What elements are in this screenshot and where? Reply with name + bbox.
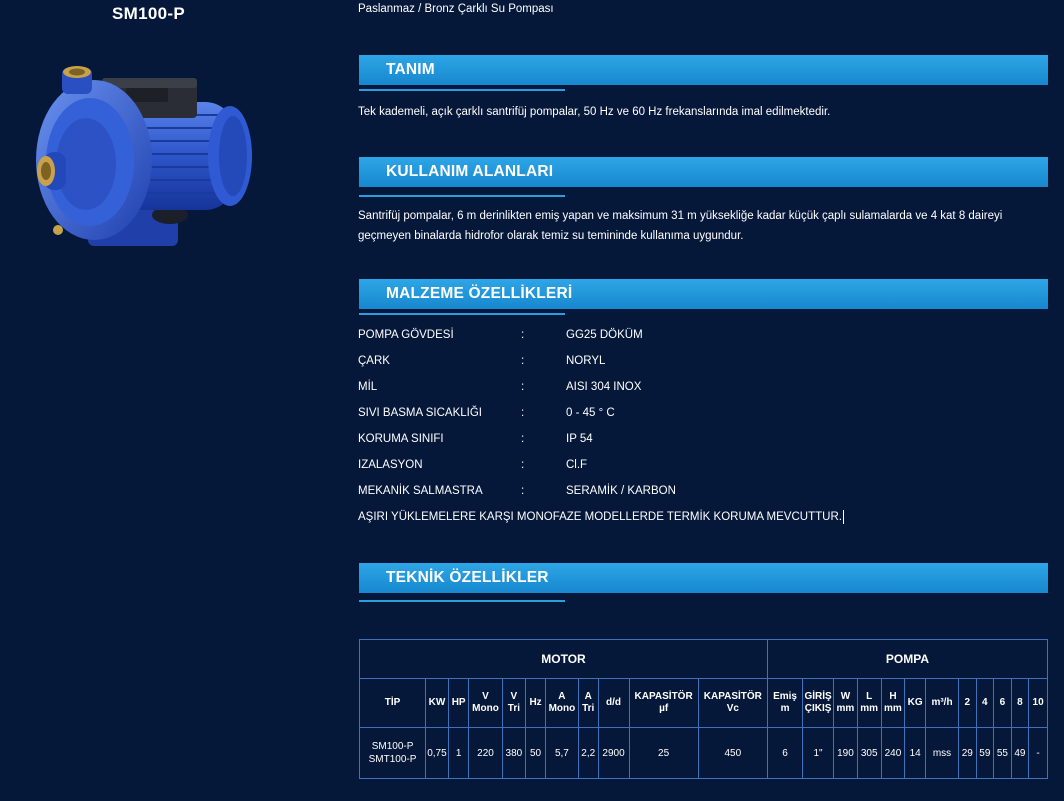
header-kw: KW bbox=[426, 679, 449, 728]
header-line: mm bbox=[860, 703, 879, 714]
cell-kapasitor-vc: 450 bbox=[698, 728, 767, 779]
section-header-teknik: TEKNİK ÖZELLİKLER bbox=[359, 563, 1048, 593]
header-line: Mono bbox=[548, 703, 576, 714]
header-q4: 4 bbox=[976, 679, 994, 728]
spec-value: IP 54 bbox=[566, 433, 593, 445]
tanim-text: Tek kademeli, açık çarklı santrifüj pompalar, 50 Hz ve 60 Hz frekanslarında imal edilmektedir. bbox=[358, 106, 831, 118]
header-tip: TİP bbox=[360, 679, 426, 728]
spec-value: SERAMİK / KARBON bbox=[566, 485, 676, 497]
cell-v-mono: 220 bbox=[469, 728, 502, 779]
spec-value: AISI 304 INOX bbox=[566, 381, 642, 393]
note-text: AŞIRI YÜKLEMELERE KARŞI MONOFAZE MODELLERDE TERMİK KORUMA MEVCUTTUR. bbox=[358, 511, 842, 523]
spec-key: POMPA GÖVDESİ bbox=[358, 329, 454, 341]
cell-kapasitor-uf: 25 bbox=[629, 728, 698, 779]
header-line: Emiş bbox=[773, 691, 797, 702]
cell-a-tri: 2,2 bbox=[578, 728, 598, 779]
section-header-tanim: TANIM bbox=[359, 55, 1048, 85]
header-q10: 10 bbox=[1029, 679, 1048, 728]
technical-specs-table bbox=[359, 639, 1048, 779]
header-hp: HP bbox=[448, 679, 469, 728]
header-line: V bbox=[482, 691, 489, 702]
cell-q10: - bbox=[1029, 728, 1048, 779]
spec-key: MİL bbox=[358, 381, 378, 393]
header-h bbox=[881, 679, 905, 728]
header-line: KAPASİTÖR bbox=[703, 691, 762, 702]
spec-key: KORUMA SINIFI bbox=[358, 433, 444, 445]
section-header-malzeme: MALZEME ÖZELLİKLERİ bbox=[359, 279, 1048, 309]
spec-value: NORYL bbox=[566, 355, 606, 367]
section-underline bbox=[359, 600, 565, 602]
header-line: Mono bbox=[472, 703, 499, 714]
spec-key: ÇARK bbox=[358, 355, 390, 367]
header-m3h: m³/h bbox=[925, 679, 958, 728]
header-w bbox=[834, 679, 858, 728]
cell-line: SM100-P bbox=[371, 741, 414, 752]
spec-separator: : bbox=[521, 459, 525, 471]
header-line: H bbox=[889, 691, 897, 702]
header-line: mm bbox=[884, 703, 902, 714]
header-q8: 8 bbox=[1011, 679, 1029, 728]
text-cursor bbox=[843, 510, 844, 524]
group-pompa: POMPA bbox=[767, 640, 1047, 679]
product-subtitle: Paslanmaz / Bronz Çarklı Su Pompası bbox=[358, 3, 554, 15]
header-v-mono bbox=[469, 679, 502, 728]
spec-separator: : bbox=[521, 329, 525, 341]
header-dd: d/d bbox=[598, 679, 629, 728]
spec-value: Cl.F bbox=[566, 459, 588, 471]
cell-hp: 1 bbox=[448, 728, 469, 779]
spec-separator: : bbox=[521, 407, 525, 419]
spec-value: 0 - 45 ° C bbox=[566, 407, 615, 419]
cell-hz: 50 bbox=[526, 728, 546, 779]
header-l bbox=[857, 679, 881, 728]
header-q2: 2 bbox=[959, 679, 977, 728]
cell-kg: 14 bbox=[905, 728, 926, 779]
product-title: SM100-P bbox=[112, 4, 185, 23]
header-line: Tri bbox=[582, 703, 595, 714]
section-underline bbox=[359, 89, 565, 91]
spec-separator: : bbox=[521, 381, 525, 393]
cell-a-mono: 5,7 bbox=[545, 728, 578, 779]
header-line: mm bbox=[836, 703, 855, 714]
header-kapasitor-uf bbox=[629, 679, 698, 728]
header-line: Vc bbox=[726, 703, 739, 714]
header-emis bbox=[767, 679, 802, 728]
header-line: Tri bbox=[507, 703, 520, 714]
section-underline bbox=[359, 313, 565, 315]
cell-q2: 29 bbox=[959, 728, 977, 779]
header-kg: KG bbox=[905, 679, 926, 728]
header-line: W bbox=[840, 691, 851, 702]
header-a-mono bbox=[545, 679, 578, 728]
header-line: A bbox=[584, 691, 592, 702]
cell-v-tri: 380 bbox=[502, 728, 526, 779]
kullanim-text: Santrifüj pompalar, 6 m derinlikten emiş yapan ve maksimum 31 m yüksekliğe kadar küçük çaplı sulamalarda ve 4 kat 8 daireyi geçmeyen binalarda hidrofor olarak temiz su temininde kullanıma uygundur. bbox=[358, 210, 1003, 242]
spec-value: GG25 DÖKÜM bbox=[566, 329, 643, 341]
header-line: A bbox=[558, 691, 566, 702]
header-a-tri bbox=[578, 679, 598, 728]
section-underline bbox=[359, 195, 565, 197]
header-line: µf bbox=[659, 703, 669, 714]
header-line: ÇIKIŞ bbox=[804, 703, 832, 714]
table-row bbox=[360, 728, 1048, 779]
header-line: m bbox=[780, 703, 790, 714]
cell-q6: 55 bbox=[994, 728, 1012, 779]
spec-separator: : bbox=[521, 433, 525, 445]
spec-separator: : bbox=[521, 485, 525, 497]
spec-key: MEKANİK SALMASTRA bbox=[358, 485, 483, 497]
header-line: GİRİŞ bbox=[804, 691, 832, 702]
cell-giris-cikis: 1" bbox=[803, 728, 834, 779]
header-line: V bbox=[510, 691, 518, 702]
header-line: L bbox=[866, 691, 873, 702]
cell-m3h: mss bbox=[925, 728, 958, 779]
spec-separator: : bbox=[521, 355, 525, 367]
cell-line: SMT100-P bbox=[368, 754, 417, 765]
cell-dd: 2900 bbox=[598, 728, 629, 779]
spec-key: IZALASYON bbox=[358, 459, 423, 471]
cell-l: 305 bbox=[857, 728, 881, 779]
group-motor: MOTOR bbox=[360, 640, 768, 679]
header-q6: 6 bbox=[994, 679, 1012, 728]
header-giris-cikis bbox=[803, 679, 834, 728]
spec-key: SIVI BASMA SICAKLIĞI bbox=[358, 407, 482, 419]
cell-w: 190 bbox=[834, 728, 858, 779]
section-header-kullanim: KULLANIM ALANLARI bbox=[359, 157, 1048, 187]
header-kapasitor-vc bbox=[698, 679, 767, 728]
cell-emis: 6 bbox=[767, 728, 802, 779]
cell-q8: 49 bbox=[1011, 728, 1029, 779]
thermal-protection-note bbox=[358, 507, 844, 527]
cell-q4: 59 bbox=[976, 728, 994, 779]
cell-h: 240 bbox=[881, 728, 905, 779]
cell-kw: 0,75 bbox=[426, 728, 449, 779]
header-v-tri bbox=[502, 679, 526, 728]
cell-tip bbox=[360, 728, 426, 779]
header-hz: Hz bbox=[526, 679, 546, 728]
header-line: KAPASİTÖR bbox=[634, 691, 693, 702]
pump-image bbox=[30, 60, 260, 260]
